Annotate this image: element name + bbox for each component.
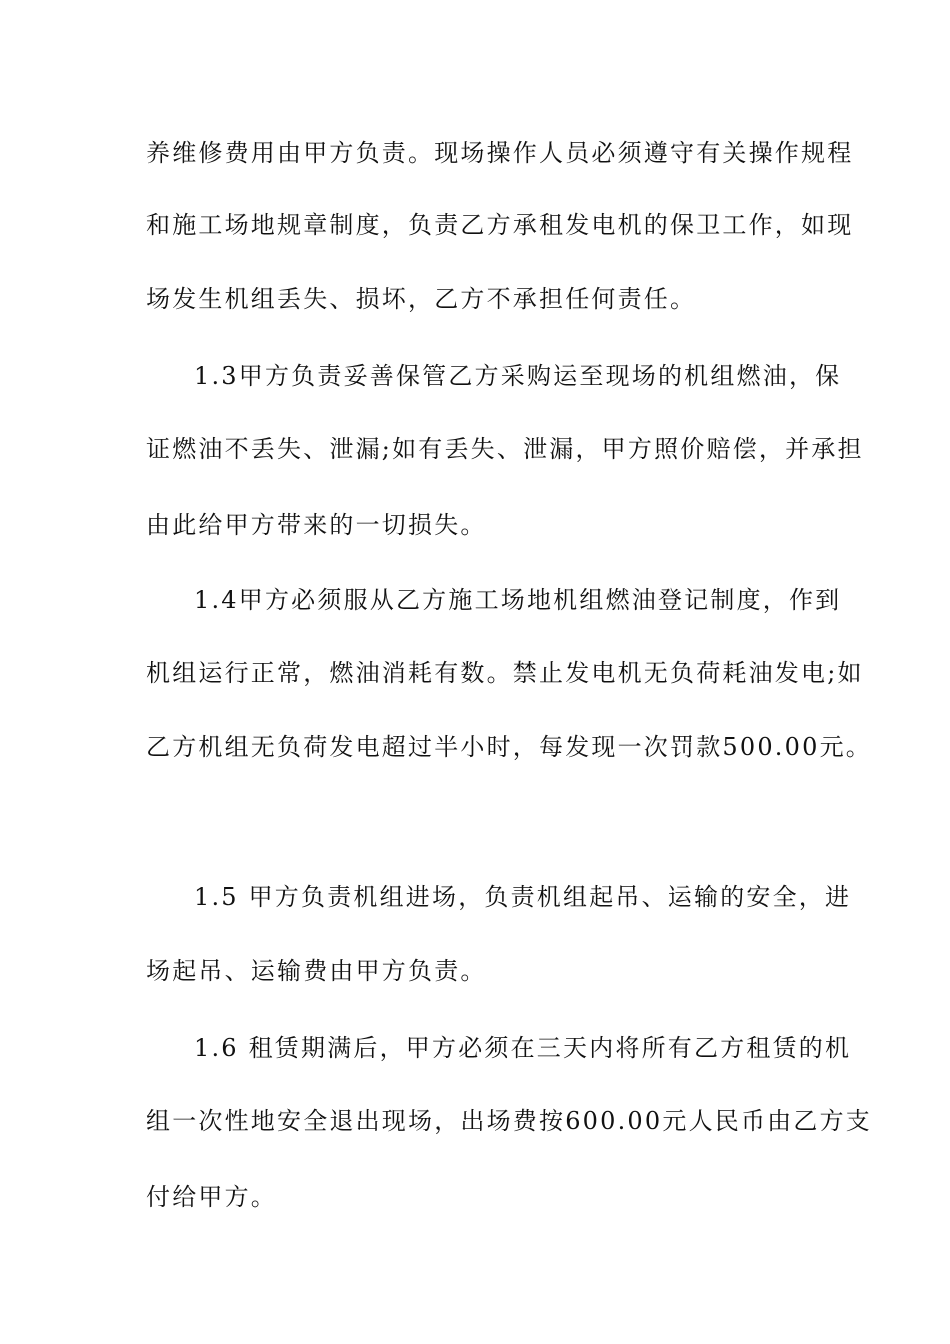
paragraph-1-line-3: 场发生机组丢失、损坏，乙方不承担任何责任。	[146, 285, 697, 313]
paragraph-1-line-1: 养维修费用由甲方负责。现场操作人员必须遵守有关操作规程	[146, 139, 854, 167]
paragraph-1-6-line-3: 付给甲方。	[146, 1183, 277, 1211]
paragraph-1-3-line-3: 由此给甲方带来的一切损失。	[146, 511, 487, 539]
paragraph-1-line-2: 和施工场地规章制度，负责乙方承租发电机的保卫工作，如现	[146, 211, 854, 239]
paragraph-1-3-line-2: 证燃油不丢失、泄漏;如有丢失、泄漏，甲方照价赔偿，并承担	[146, 435, 864, 463]
paragraph-1-4-line-2: 机组运行正常，燃油消耗有数。禁止发电机无负荷耗油发电;如	[146, 659, 864, 687]
paragraph-1-5-line-2: 场起吊、运输费由甲方负责。	[146, 957, 487, 985]
paragraph-1-3-line-1: 1.3甲方负责妥善保管乙方采购运至现场的机组燃油，保	[194, 362, 842, 390]
paragraph-1-4-line-3: 乙方机组无负荷发电超过半小时，每发现一次罚款500.00元。	[146, 733, 872, 761]
paragraph-1-5-line-1: 1.5 甲方负责机组进场，负责机组起吊、运输的安全，进	[194, 883, 852, 911]
paragraph-1-6-line-1: 1.6 租赁期满后，甲方必须在三天内将所有乙方租赁的机	[194, 1034, 852, 1062]
paragraph-1-6-line-2: 组一次性地安全退出现场，出场费按600.00元人民币由乙方支	[146, 1107, 872, 1135]
paragraph-1-4-line-1: 1.4甲方必须服从乙方施工场地机组燃油登记制度，作到	[194, 586, 842, 614]
